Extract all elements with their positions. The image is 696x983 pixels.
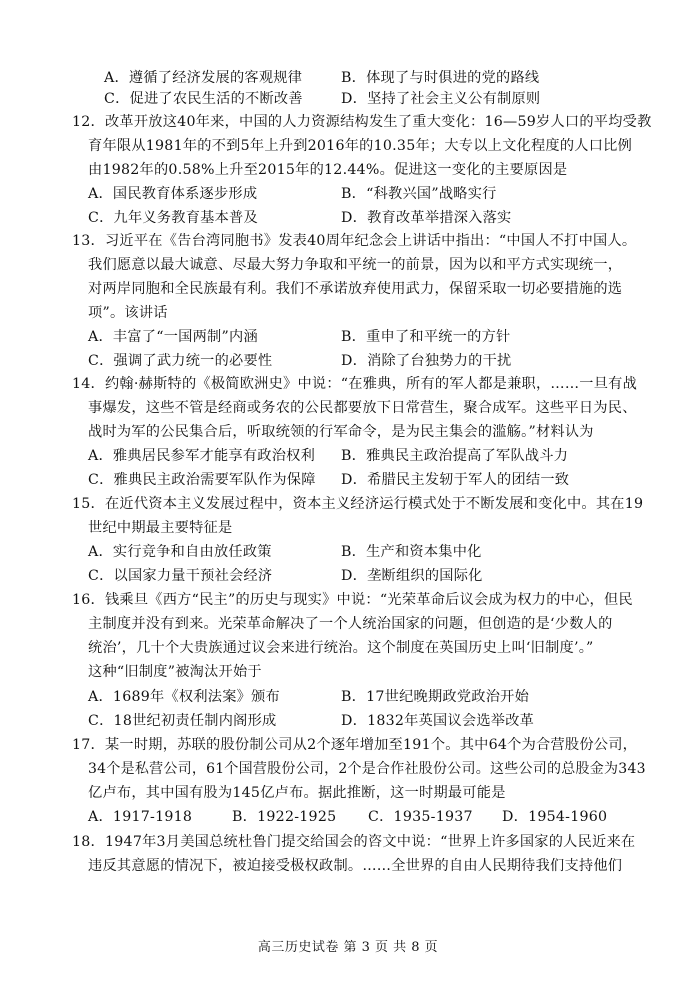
text-line: C．促进了农民生活的不断改善 <box>104 91 303 107</box>
text-line: A．雅典居民参军才能享有政治权利 <box>88 448 316 464</box>
text-line: 15．在近代资本主义发展过程中，资本主义经济运行模式处于不断发展和变化中。其在19 <box>72 496 644 512</box>
text-line: 违反其意愿的情况下，被迫接受极权政制。……全世界的自由人民期待我们支持他们 <box>88 858 623 874</box>
text-line: 16．钱乘旦《西方“民主”的历史与现实》中说：“光荣革命后议会成为权力的中心，但民 <box>72 592 633 608</box>
text-line: B．1922-1925 <box>232 809 337 825</box>
text-line: B．“科教兴国”战略实行 <box>341 186 497 202</box>
text-line: A．丰富了“一国两制”内涵 <box>88 329 258 345</box>
text-line: 我们愿意以最大诚意、尽最大努力争取和平统一的前景，因为以和平方式实现统一， <box>88 257 623 273</box>
text-line: 项”。该讲话 <box>88 305 168 321</box>
text-line: 战时为军的公民集合后，听取统领的行军命令，是为民主集会的滥觞。”材料认为 <box>88 424 594 440</box>
text-line: A．遵循了经济发展的客观规律 <box>104 70 303 86</box>
text-line: C．九年义务教育基本普及 <box>88 210 258 226</box>
text-line: 这种“旧制度”被淘汰开始于 <box>88 664 262 680</box>
text-line: 18．1947年3月美国总统杜鲁门提交给国会的咨文中说：“世界上许多国家的人民近来在 <box>72 834 636 850</box>
text-line: 由1982年的0.58%上升至2015年的12.44%。促进这一变化的主要原因是 <box>88 162 568 178</box>
text-line: 育年限从1981年的不到5年上升到2016年的10.35年；大专以上文化程度的人口比例 <box>88 138 633 154</box>
text-line: 对两岸同胞和全民族最有利。我们不承诺放弃使用武力，保留采取一切必要措施的选 <box>88 281 623 297</box>
text-line: C．以国家力量干预社会经济 <box>88 568 273 584</box>
text-line: A．1917-1918 <box>88 809 193 825</box>
text-line: B．17世纪晚期政党政治开始 <box>341 689 530 705</box>
text-line: 事爆发，这些不管是经商或务农的公民都要放下日常营生，聚合成军。这些平日为民、 <box>88 400 637 416</box>
text-line: B．雅典民主政治提高了军队战斗力 <box>341 448 569 464</box>
text-line: 世纪中期最主要特征是 <box>88 520 233 536</box>
text-line: C．18世纪初责任制内阁形成 <box>88 713 277 729</box>
text-line: 12．改革开放这40年来，中国的人力资源结构发生了重大变化：16—59岁人口的平均受教 <box>72 114 652 130</box>
text-line: 统治’，几十个大贵族通过议会来进行统治。这个制度在英国历史上叫‘旧制度’。” <box>88 640 594 656</box>
text-line: D．坚持了社会主义公有制原则 <box>341 91 541 107</box>
text-line: C．强调了武力统一的必要性 <box>88 353 273 369</box>
text-line: A．实行竞争和自由放任政策 <box>88 544 272 560</box>
text-line: A．国民教育体系逐步形成 <box>88 186 258 202</box>
text-line: D．教育改革举措深入落实 <box>341 210 512 226</box>
text-line: D．1954-1960 <box>502 809 608 825</box>
text-line: 13．习近平在《告台湾同胞书》发表40周年纪念会上讲话中指出：“中国人不打中国人。 <box>72 233 637 249</box>
text-line: A．1689年《权利法案》颁布 <box>88 689 280 705</box>
text-line: D．希腊民主发轫于军人的团结一致 <box>341 472 570 488</box>
page-footer: 高三历史试卷 第 3 页 共 8 页 <box>257 940 439 955</box>
text-line: 14．约翰·赫斯特的《极简欧洲史》中说：“在雅典，所有的军人都是兼职，……一旦有战 <box>72 376 638 392</box>
text-line: 亿卢布，其中国有股为145亿卢布。据此推断，这一时期最可能是 <box>88 785 506 801</box>
text-line: 主制度并没有到来。光荣革命解决了一个人统治国家的问题，但创造的是‘少数人的 <box>88 616 613 632</box>
text-line: 17．某一时期，苏联的股份制公司从2个逐年增加至191个。其中64个为合营股份公司， <box>72 737 638 753</box>
text-line: B．重申了和平统一的方针 <box>341 329 511 345</box>
text-line: D．消除了台独势力的干扰 <box>341 353 512 369</box>
text-line: B．生产和资本集中化 <box>341 544 482 560</box>
text-line: 34个是私营公司，61个国营股份公司，2个是合作社股份公司。这些公司的总股金为343 <box>88 761 646 777</box>
text-line: D．1832年英国议会选举改革 <box>341 713 535 729</box>
text-line: B．体现了与时俱进的党的路线 <box>341 70 540 86</box>
text-line: C．1935-1937 <box>368 809 473 825</box>
text-line: C．雅典民主政治需要军队作为保障 <box>88 472 316 488</box>
text-line: D．垄断组织的国际化 <box>341 568 483 584</box>
